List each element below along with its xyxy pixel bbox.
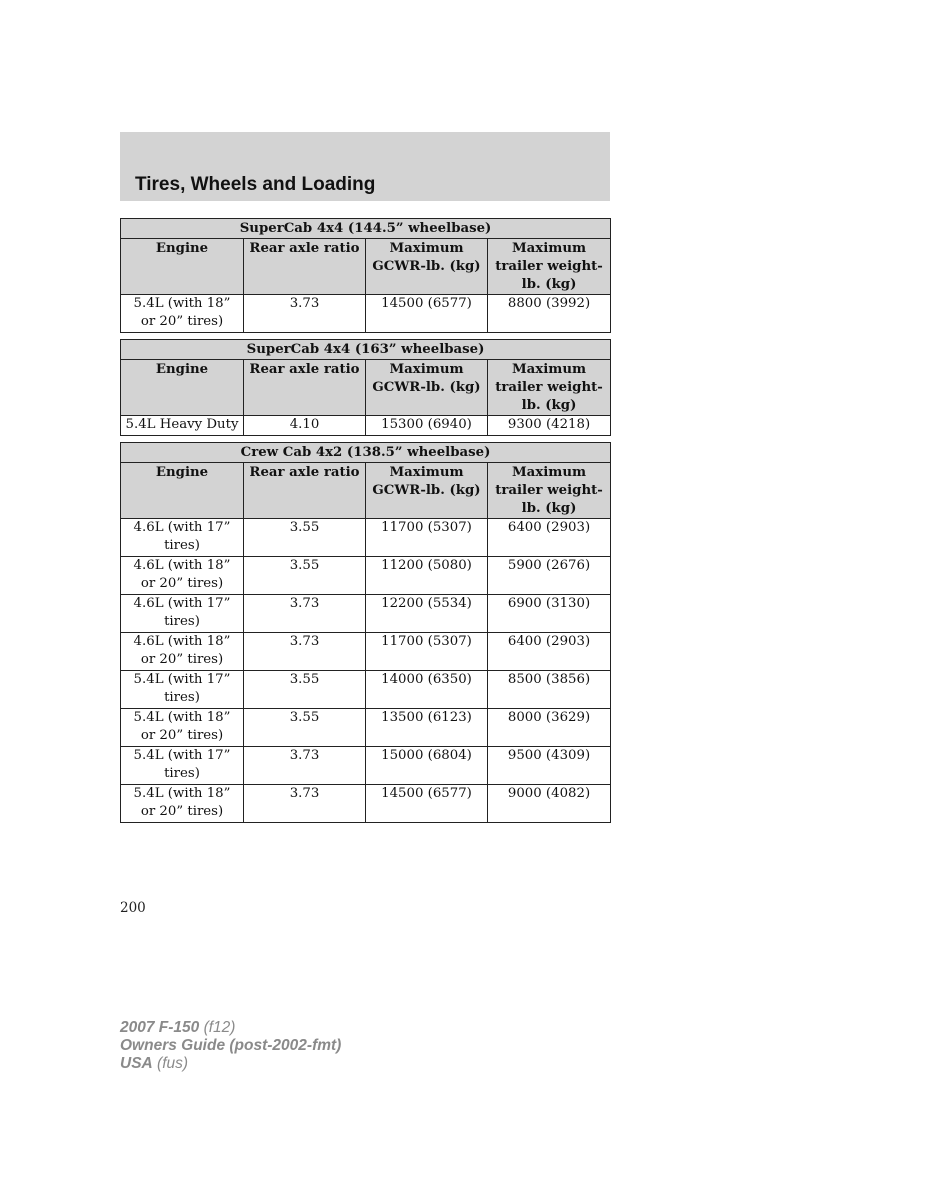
column-header-axle-ratio: Rear axle ratio xyxy=(244,463,366,519)
cell-gcwr: 15300 (6940) xyxy=(366,416,488,436)
page-number: 200 xyxy=(120,900,146,916)
table-row xyxy=(121,633,611,671)
cell-trailer-weight: 9300 (4218) xyxy=(488,416,611,436)
column-header-gcwr: Maximum GCWR-lb. (kg) xyxy=(366,463,488,519)
cell-engine: 5.4L (with 18” or 20” tires) xyxy=(121,295,244,333)
table-row xyxy=(121,295,611,333)
cell-trailer-weight: 9500 (4309) xyxy=(488,747,611,785)
cell-gcwr: 14500 (6577) xyxy=(366,295,488,333)
cell-engine: 4.6L (with 18” or 20” tires) xyxy=(121,557,244,595)
table-row xyxy=(121,785,611,823)
cell-engine: 4.6L (with 18” or 20” tires) xyxy=(121,633,244,671)
cell-axle-ratio: 4.10 xyxy=(244,416,366,436)
cell-axle-ratio: 3.55 xyxy=(244,557,366,595)
cell-engine: 4.6L (with 17” tires) xyxy=(121,519,244,557)
table-row xyxy=(121,671,611,709)
cell-trailer-weight: 8500 (3856) xyxy=(488,671,611,709)
table-row xyxy=(121,557,611,595)
cell-trailer-weight: 8000 (3629) xyxy=(488,709,611,747)
column-header-trailer-weight: Maximum trailer weight-lb. (kg) xyxy=(488,239,611,295)
column-header-engine: Engine xyxy=(121,360,244,416)
cell-axle-ratio: 3.55 xyxy=(244,671,366,709)
cell-gcwr: 11700 (5307) xyxy=(366,633,488,671)
table-caption: Crew Cab 4x2 (138.5” wheelbase) xyxy=(121,443,611,463)
footer-market-code: (fus) xyxy=(157,1055,189,1072)
cell-trailer-weight: 9000 (4082) xyxy=(488,785,611,823)
table-caption: SuperCab 4x4 (144.5” wheelbase) xyxy=(121,219,611,239)
cell-axle-ratio: 3.73 xyxy=(244,633,366,671)
section-title: Tires, Wheels and Loading xyxy=(135,174,376,195)
cell-axle-ratio: 3.73 xyxy=(244,295,366,333)
towing-table-supercab-4x4-144 xyxy=(120,218,611,333)
cell-gcwr: 13500 (6123) xyxy=(366,709,488,747)
footer-model-code: (f12) xyxy=(203,1019,236,1036)
column-header-engine: Engine xyxy=(121,239,244,295)
table-row xyxy=(121,416,611,436)
cell-trailer-weight: 8800 (3992) xyxy=(488,295,611,333)
footer-market: USA xyxy=(120,1055,153,1072)
column-header-gcwr: Maximum GCWR-lb. (kg) xyxy=(366,360,488,416)
cell-gcwr: 11700 (5307) xyxy=(366,519,488,557)
cell-axle-ratio: 3.55 xyxy=(244,709,366,747)
cell-engine: 4.6L (with 17” tires) xyxy=(121,595,244,633)
column-header-engine: Engine xyxy=(121,463,244,519)
cell-axle-ratio: 3.73 xyxy=(244,747,366,785)
cell-gcwr: 11200 (5080) xyxy=(366,557,488,595)
towing-table-crewcab-4x2-138 xyxy=(120,442,611,823)
cell-axle-ratio: 3.73 xyxy=(244,595,366,633)
towing-table-supercab-4x4-163 xyxy=(120,339,611,436)
column-header-gcwr: Maximum GCWR-lb. (kg) xyxy=(366,239,488,295)
document-footer xyxy=(120,1019,341,1073)
cell-engine: 5.4L (with 18” or 20” tires) xyxy=(121,709,244,747)
cell-gcwr: 15000 (6804) xyxy=(366,747,488,785)
footer-model: 2007 F-150 xyxy=(120,1019,200,1036)
footer-guide-name: Owners Guide (post-2002-fmt) xyxy=(120,1037,342,1054)
cell-trailer-weight: 6400 (2903) xyxy=(488,519,611,557)
column-header-axle-ratio: Rear axle ratio xyxy=(244,239,366,295)
cell-gcwr: 12200 (5534) xyxy=(366,595,488,633)
column-header-axle-ratio: Rear axle ratio xyxy=(244,360,366,416)
cell-engine: 5.4L (with 17” tires) xyxy=(121,747,244,785)
table-row xyxy=(121,747,611,785)
table-caption: SuperCab 4x4 (163” wheelbase) xyxy=(121,340,611,360)
cell-trailer-weight: 6400 (2903) xyxy=(488,633,611,671)
cell-trailer-weight: 6900 (3130) xyxy=(488,595,611,633)
table-row xyxy=(121,519,611,557)
cell-gcwr: 14000 (6350) xyxy=(366,671,488,709)
table-row xyxy=(121,709,611,747)
column-header-trailer-weight: Maximum trailer weight-lb. (kg) xyxy=(488,360,611,416)
cell-axle-ratio: 3.73 xyxy=(244,785,366,823)
cell-engine: 5.4L (with 17” tires) xyxy=(121,671,244,709)
column-header-trailer-weight: Maximum trailer weight-lb. (kg) xyxy=(488,463,611,519)
cell-gcwr: 14500 (6577) xyxy=(366,785,488,823)
cell-axle-ratio: 3.55 xyxy=(244,519,366,557)
table-row xyxy=(121,595,611,633)
section-header-band xyxy=(120,132,610,201)
cell-trailer-weight: 5900 (2676) xyxy=(488,557,611,595)
cell-engine: 5.4L (with 18” or 20” tires) xyxy=(121,785,244,823)
cell-engine: 5.4L Heavy Duty xyxy=(121,416,244,436)
